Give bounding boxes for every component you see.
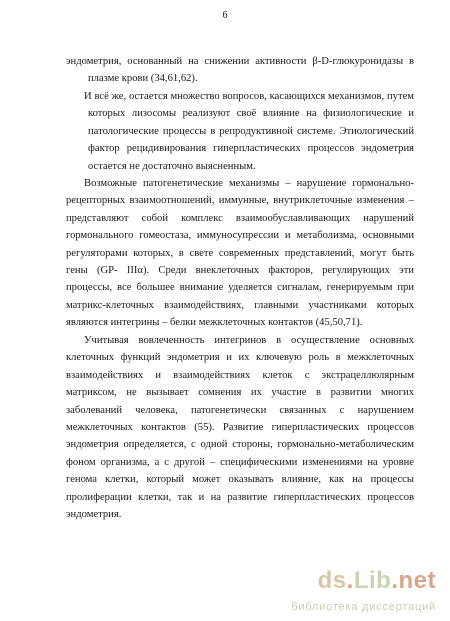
watermark-logo [318,567,436,595]
text-line: межклеточных контактов (55). Развитие гиперпластических процессов [66,422,414,434]
text-line: представляют собой комплекс взаимообуславливающих нарушений [66,212,414,224]
text-line: Учитывая вовлеченность интегринов в осуществление основных [84,335,414,346]
text-line: процессы, все большее внимание уделяется сигналам, генерируемым при [66,282,414,294]
paragraph-2 [66,88,414,175]
paragraph-1 [66,53,414,88]
watermark-logo-prefix: ds [317,567,347,594]
text-line: гормонального гомеостаза, иммуносупрессии и метаболизма, основными [66,230,414,242]
page-number: 6 [222,10,228,21]
text-line: являются интегрины – белки межклеточных контактов (45,50,71). [66,317,363,329]
text-line: фоном организма, а с другой – специфическими изменениями на уровне [66,456,414,468]
watermark-logo-suffix: .net [391,567,436,594]
text-line: генома клетки, который может оказывать влияние, как на процессы [66,474,414,486]
text-line: фактор рецидивирования гиперпластических процессов эндометрия [88,143,414,155]
paragraph-3 [66,175,414,332]
text-line: пролиферации клетки, так и на развитие гиперпластических процессов [66,491,414,503]
text-line: матрикс-клеточных взаимодействиях, главными участниками которых [66,299,414,311]
text-line: заболеваний человека, патогенетически связанных с нарушением [66,404,414,416]
text-line: эндометрия, основанный на снижении активности β-D-глюкуронидазы в [66,56,414,67]
text-line: И всё же, остается множество вопросов, касающихся механизмов, путем [84,91,414,102]
text-line: регуляторами которых, в свете современных представлений, могут быть [66,247,414,259]
watermark [278,567,438,613]
text-line: эндометрия определяется, с одной стороны, гормонально-метаболическим [66,439,414,451]
text-line: рецепторных взаимоотношений, иммунные, внутриклеточные изменения – [66,195,414,207]
text-line: плазме крови (34,61,62). [88,73,198,85]
text-line: остается не достаточно выясненным. [88,160,256,172]
text-line: которых лизосомы реализуют своё влияние на физиологические и [88,108,414,120]
text-line: Возможные патогенетические механизмы – нарушение гормонально- [84,178,414,189]
paragraph-4 [66,332,414,523]
watermark-logo-dot: . [346,567,354,594]
text-line: клеточных функций эндометрия и их ключевую роль в межклеточных [66,352,414,364]
text-line: гены (GP- IIIα). Среди внеклеточных факторов, регулирующих эти [66,265,414,277]
text-line: патологические процессы в репродуктивной системе. Этиологический [88,125,414,137]
text-line: взаимодействиях и взаимодействиях клеток с экстрацеллюлярным [66,369,414,381]
watermark-logo-mid: Lib [353,567,392,594]
text-line: эндометрия. [66,509,122,521]
watermark-subtitle: библиотека диссертаций [291,601,436,613]
text-line: матриксом, не вызывает сомнения их участие в развитии многих [66,387,414,399]
